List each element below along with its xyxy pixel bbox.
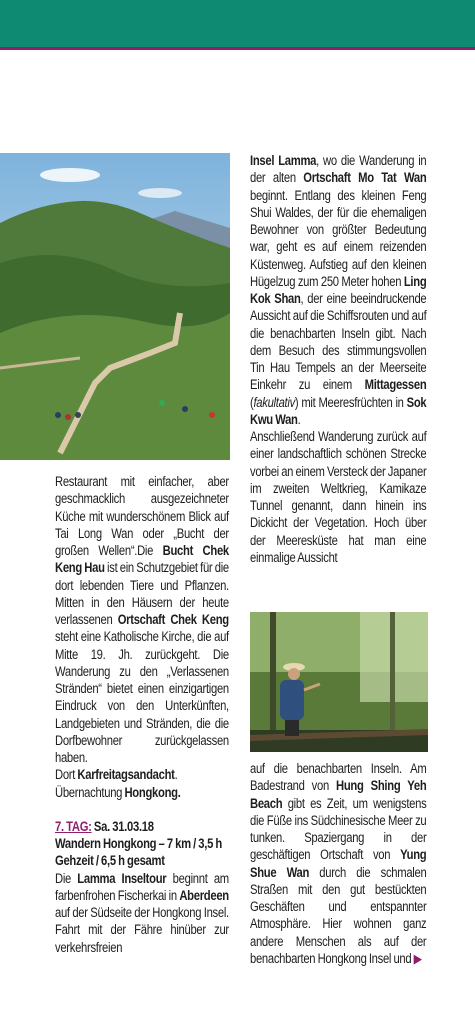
header-accent-line xyxy=(0,47,475,50)
text-run: auf der Südseite der Hongkong Insel. Fahrt mit der Fähre hinüber zur verkehrsfreien xyxy=(55,905,229,955)
left-text-column xyxy=(55,473,229,956)
right-text-column-upper xyxy=(250,152,426,566)
paragraph xyxy=(250,760,426,967)
day-label: 7. TAG: xyxy=(55,818,92,834)
bold-text: Mittagessen xyxy=(364,377,427,393)
text-run: Dort xyxy=(55,767,78,783)
text-run: Restaurant mit einfacher, aber geschmacklich ausgezeichneter Küche mit wunderschönem Blick auf Tai Long Wan oder „Bucht der großen Wellen“.Die xyxy=(55,474,229,558)
day-heading xyxy=(55,818,229,835)
bold-text: Bucht Chek Keng Hau xyxy=(55,543,229,576)
text-run: gibt es Zeit, um wenigstens die Füße ins Südchinesische Meer zu tunken. Spaziergang in der geschäftigen Ortschaft von xyxy=(250,795,427,863)
bold-text: Insel Lamma xyxy=(250,153,317,168)
paragraph xyxy=(55,784,229,801)
text-run: ( xyxy=(250,394,254,410)
bold-text: Karfreitagsandacht xyxy=(77,767,175,783)
tour-subtitle: Wandern Hongkong – 7 km / 3,5 h xyxy=(55,836,222,851)
text-run: Übernachtung xyxy=(55,784,125,800)
hiker-forest-photo xyxy=(250,612,428,752)
hiking-trail-photo xyxy=(0,153,230,460)
text-run: , der eine beeindruckende Aussicht auf die Schiffsrouten und auf die benachbarten Inseln gibt. Nach dem Besuch des stimmungsvollen Tin Hau Tempels an der Meerseite Einkehr zu einem xyxy=(250,291,427,393)
bold-text: Ortschaft Chek Keng xyxy=(117,612,229,627)
bold-text: Sok Kwu Wan xyxy=(250,394,427,427)
paragraph xyxy=(55,766,229,783)
bold-text: Aberdeen xyxy=(179,887,229,903)
paragraph xyxy=(250,428,426,566)
right-text-column-lower xyxy=(250,760,426,967)
text-run: . xyxy=(297,411,301,427)
text-run: ist ein Schutzgebiet für die dort lebenden Tiere und Pflanzen. Mitten in den Häusern der heute verlassenen xyxy=(55,560,229,627)
text-run: steht eine Katholische Kirche, die auf Mitte 19. Jh. zurückgeht. Die Wanderung zu den „Verlassenen Stränden“ bietet einen einzigartigen Eindruck von den Unterkünften, Landgebieten und Stränden, die die Dorfbewohner zurückgelassen haben. xyxy=(55,629,229,765)
bold-text: Ortschaft Mo Tat Wan xyxy=(303,170,427,186)
bold-text: Hongkong. xyxy=(124,784,181,800)
italic-text: fakultativ xyxy=(253,394,295,410)
text-run: durch die schmalen Straßen mit den gut bestückten Geschäften und entspannter Atmosphäre. Hier wohnen ganz andere Menschen als auf der benachbarten Hongkong Insel und xyxy=(250,864,427,966)
text-run: Anschließend Wanderung zurück auf einer landschaftlich schönen Strecke vorbei an einem Versteck der Japaner im zweiten Weltkrieg, Kamikaze Tunnel genannt, dann hinein ins Dickicht der Vegetation. Hoch über der Meeresküste hat man eine einmalige Aussicht xyxy=(250,429,427,565)
text-run: Die xyxy=(55,870,78,886)
continue-arrow-icon: ▶ xyxy=(413,950,422,966)
bold-text: Lamma Inseltour xyxy=(77,870,167,886)
text-run: ) mit Meeresfrüchten in xyxy=(294,394,407,410)
paragraph xyxy=(55,870,229,956)
bold-text: Ling Kok Shan xyxy=(250,273,427,306)
bold-text: Yung Shue Wan xyxy=(250,847,427,880)
text-run: beginnt. Entlang des kleinen Feng Shui Waldes, der für die ehemaligen Bewohner von größter Bedeutung war, geht es auf einem reizenden Küstenweg. Aufstieg auf den kleinen Hügelzug zum 250 Meter hohen xyxy=(250,187,427,289)
bold-text: Hung Shing Yeh Beach xyxy=(250,778,427,811)
text-run: beginnt am farbenfrohen Fischerkai in xyxy=(55,870,229,903)
paragraph xyxy=(250,152,426,428)
text-run: auf die benachbarten Inseln. Am Badestrand von xyxy=(250,761,427,794)
day-date: Sa. 31.03.18 xyxy=(91,818,154,834)
text-run: , wo die Wanderung in der alten xyxy=(250,153,427,186)
header-bar xyxy=(0,0,475,47)
paragraph xyxy=(55,473,229,766)
text-run: . xyxy=(174,767,178,783)
tour-subtitle: Gehzeit / 6,5 h gesamt xyxy=(55,853,165,869)
